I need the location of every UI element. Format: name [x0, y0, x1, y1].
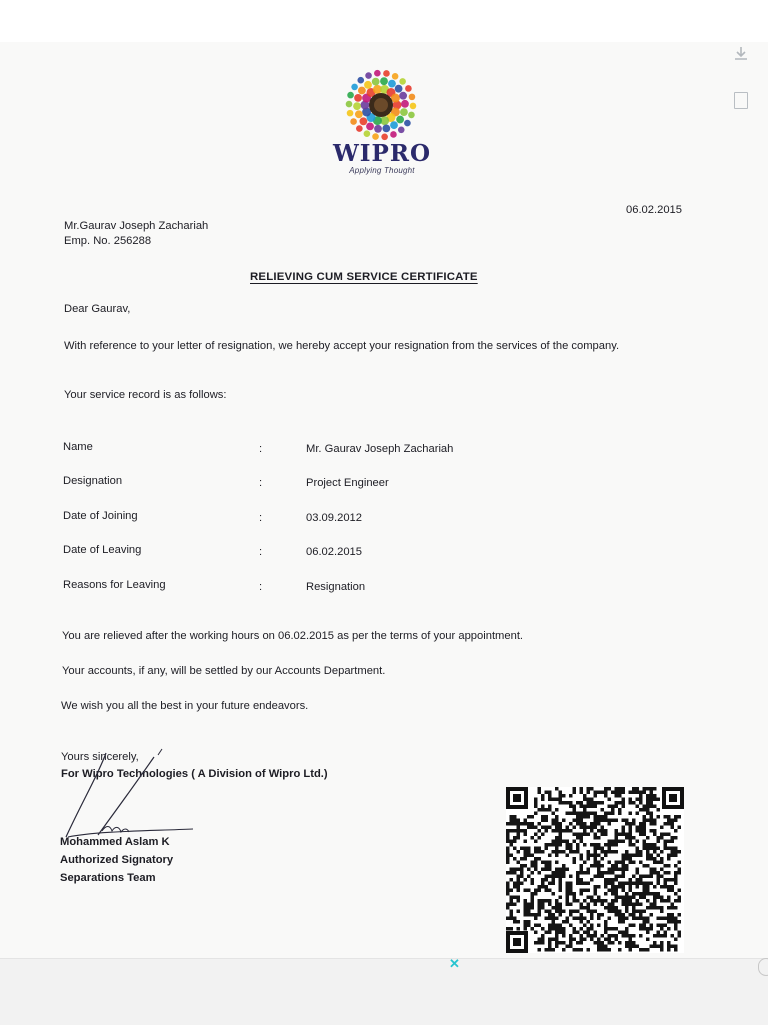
salutation: Dear Gaurav,	[64, 303, 131, 315]
employee-number: Emp. No. 256288	[64, 235, 152, 247]
scroll-handle-icon[interactable]	[758, 958, 768, 976]
download-icon[interactable]	[733, 46, 749, 66]
qr-code	[506, 787, 684, 953]
paragraph-record-intro: Your service record is as follows:	[64, 389, 227, 401]
record-label: Name	[63, 441, 93, 453]
company-wordmark: WIPRO	[332, 140, 432, 167]
record-separator: :	[259, 443, 263, 455]
paragraph-wishes: We wish you all the best in your future endeavors.	[61, 700, 309, 712]
letter-date: 06.02.2015	[626, 204, 682, 216]
record-separator: :	[259, 581, 263, 593]
record-value: Resignation	[306, 581, 366, 593]
handwritten-signature	[58, 745, 208, 845]
sign-off: Yours sincerely,	[61, 751, 139, 763]
record-value: Mr. Gaurav Joseph Zachariah	[306, 443, 454, 455]
signatory-title: Authorized Signatory	[60, 854, 174, 866]
record-label: Date of Joining	[63, 510, 138, 522]
viewer-top-bar	[0, 0, 768, 42]
record-value: Project Engineer	[306, 477, 389, 489]
record-separator: :	[259, 546, 263, 558]
wipro-logo-icon	[341, 65, 421, 145]
viewer-bottom-bar	[0, 958, 768, 1025]
company-tagline: Applying Thought	[349, 166, 415, 175]
paragraph-accounts: Your accounts, if any, will be settled by our Accounts Department.	[62, 665, 386, 677]
record-separator: :	[259, 477, 263, 489]
record-value: 03.09.2012	[306, 512, 362, 524]
record-label: Designation	[63, 475, 123, 487]
paragraph-relieved: You are relieved after the working hours on 06.02.2015 as per the terms of your appointment.	[62, 630, 524, 642]
company-line: For Wipro Technologies ( A Division of Wipro Ltd.)	[61, 768, 328, 780]
record-label: Date of Leaving	[63, 544, 142, 556]
record-label: Reasons for Leaving	[63, 579, 166, 591]
recipient-name: Mr.Gaurav Joseph Zachariah	[64, 220, 209, 232]
close-icon[interactable]: ✕	[449, 956, 460, 971]
certificate-title: RELIEVING CUM SERVICE CERTIFICATE	[250, 271, 478, 283]
paragraph-resignation: With reference to your letter of resignation, we hereby accept your resignation from the services of the company.	[64, 340, 620, 352]
signatory-name: Mohammed Aslam K	[60, 836, 170, 848]
record-value: 06.02.2015	[306, 546, 362, 558]
page-icon[interactable]	[734, 92, 748, 109]
signatory-team: Separations Team	[60, 872, 156, 884]
record-separator: :	[259, 512, 263, 524]
